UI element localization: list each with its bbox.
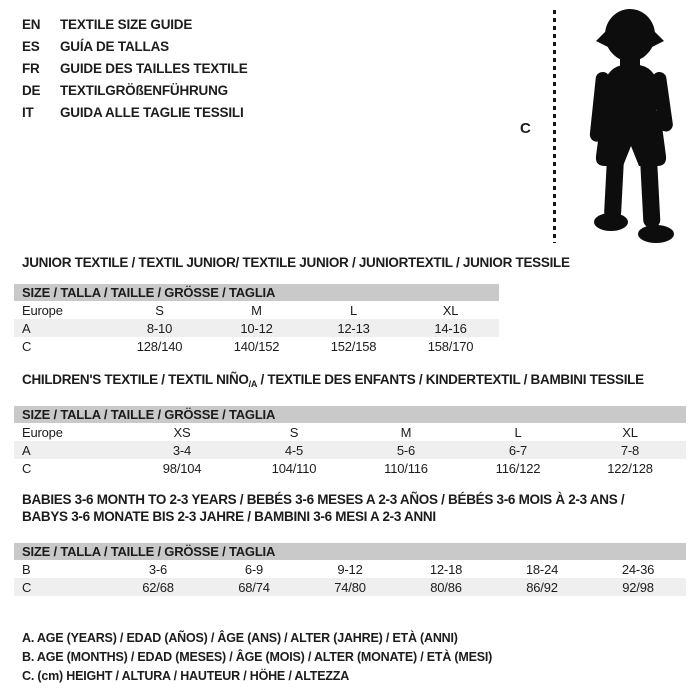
months-cell: 24-36 [621,561,655,577]
children-title-part2: / TEXTILE DES ENFANTS / KINDERTEXTIL / BAMBINI TESSILE [257,372,644,387]
height-measure-label: C [520,120,531,137]
size-header: SIZE / TALLA / TAILLE / GRÖSSE / TAGLIA [14,543,686,560]
language-code: EN [22,17,41,32]
height-cell: 68/74 [206,578,302,596]
size-header-row [14,406,686,423]
height-cell: 62/68 [110,578,206,596]
months-cell: 6-9 [244,561,264,577]
age-cell: 4-5 [238,441,350,459]
language-label: TEXTILE SIZE GUIDE [60,17,193,32]
language-label: GUIDA ALLE TAGLIE TESSILI [60,105,244,120]
legend-notes [14,629,686,686]
row-label: Europe [22,424,63,440]
children-table [14,406,686,477]
size-cell: S [155,302,164,318]
note-height-cm: C. (cm) HEIGHT / ALTURA / HAUTEUR / HÖHE / ALTEZZA [22,669,350,683]
row-label: Europe [22,302,63,318]
size-cell: XL [622,424,638,440]
row-label: A [14,319,111,337]
junior-section [14,254,686,355]
babies-title-block [14,491,686,525]
children-section [14,371,686,477]
language-code: IT [22,105,34,120]
table-row [14,560,686,578]
age-cell: 5-6 [350,441,462,459]
height-cell: 92/98 [590,578,686,596]
table-row [14,337,499,355]
size-cell: L [514,424,522,440]
table-row [14,319,499,337]
height-cell: 80/86 [398,578,494,596]
row-label: A [14,441,126,459]
row-label: B [22,561,31,577]
age-cell: 8-10 [111,319,208,337]
height-cell: 116/122 [495,460,541,476]
size-header-row [14,543,686,560]
babies-title-line2: BABYS 3-6 MONATE BIS 2-3 JAHRE / BAMBINI 3-6 MESI A 2-3 ANNI [22,509,436,524]
language-code: ES [22,39,40,54]
height-cell: 104/110 [271,460,317,476]
size-cell: M [400,424,412,440]
age-cell: 12-13 [305,319,402,337]
height-cell: 152/158 [330,338,377,354]
months-cell: 9-12 [337,561,363,577]
size-cell: S [289,424,299,440]
age-cell: 10-12 [208,319,305,337]
language-label: GUÍA DE TALLAS [60,39,169,54]
height-cell: 110/116 [384,460,428,476]
row-label: C [22,460,32,476]
months-cell: 18-24 [525,561,559,577]
months-cell: 12-18 [429,561,463,577]
language-label: GUIDE DES TAILLES TEXTILE [60,61,248,76]
table-row [14,459,686,477]
months-cell: 3-6 [148,561,168,577]
babies-section [14,491,686,596]
babies-table [14,543,686,596]
size-cell: L [349,302,358,318]
age-cell: 3-4 [126,441,238,459]
height-dotted-line [553,10,556,243]
age-cell: 14-16 [402,319,499,337]
height-cell: 122/128 [607,460,653,476]
toddler-silhouette-icon [560,8,700,245]
row-label: C [14,578,110,596]
table-row [14,423,686,441]
size-cell: XL [442,302,459,318]
size-header: SIZE / TALLA / TAILLE / GRÖSSE / TAGLIA [14,406,686,423]
babies-title-line1: BABIES 3-6 MONTH TO 2-3 YEARS / BEBÉS 3-6 MESES A 2-3 AÑOS / BÉBÉS 3-6 MOIS À 2-3 ANS / [22,492,625,507]
row-label: C [22,338,32,354]
language-label: TEXTILGRÖßENFÜHRUNG [60,83,228,98]
table-row [14,441,686,459]
size-cell: XS [173,424,191,440]
size-header: SIZE / TALLA / TAILLE / GRÖSSE / TAGLIA [14,284,499,301]
table-row [14,578,686,596]
height-cell: 140/152 [233,338,280,354]
size-header-row [14,284,499,301]
age-cell: 7-8 [574,441,686,459]
measurement-figure [510,8,700,248]
children-title [14,371,686,393]
junior-table [14,284,499,355]
age-cell: 6-7 [462,441,574,459]
height-cell: 98/104 [162,460,202,476]
height-cell: 86/92 [494,578,590,596]
note-age-years: A. AGE (YEARS) / EDAD (AÑOS) / ÂGE (ANS) / ALTER (JAHRE) / ETÀ (ANNI) [22,631,458,645]
height-cell: 128/140 [136,338,183,354]
size-cell: M [251,302,262,318]
children-title-part1: CHILDREN'S TEXTILE / TEXTIL NIÑO [22,372,249,387]
junior-title: JUNIOR TEXTILE / TEXTIL JUNIOR/ TEXTILE JUNIOR / JUNIORTEXTIL / JUNIOR TESSILE [22,255,570,270]
height-cell: 158/170 [427,338,474,354]
language-code: DE [22,83,41,98]
children-title-sub: /A [248,379,258,389]
note-age-months: B. AGE (MONTHS) / EDAD (MESES) / ÂGE (MOIS) / ALTER (MONATE) / ETÀ (MESI) [22,650,493,664]
language-code: FR [22,61,40,76]
table-row [14,301,499,319]
height-cell: 74/80 [302,578,398,596]
